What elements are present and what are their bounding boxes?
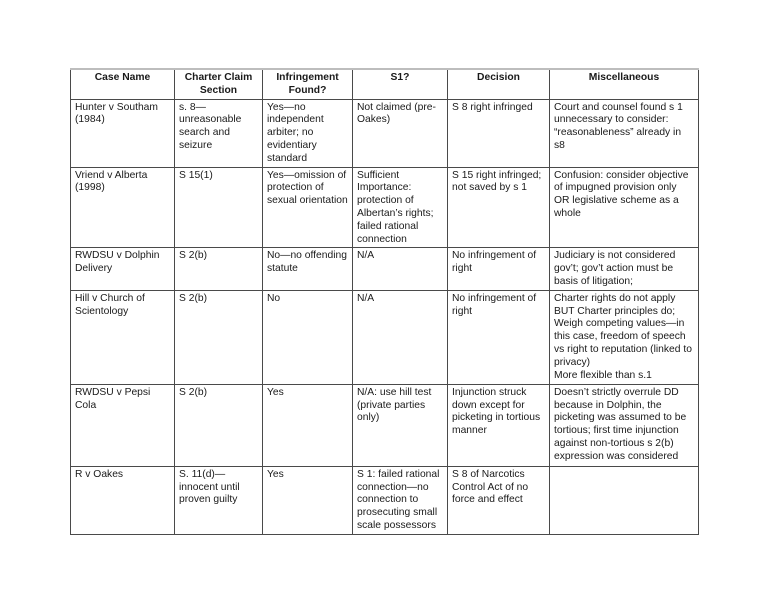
cell-s1: N/A — [353, 290, 448, 384]
cell-s1: N/A: use hill test (private parties only) — [353, 384, 448, 466]
case-summary-table — [70, 68, 699, 535]
cell-charter-claim-section: S. 11(d)—innocent until proven guilty — [175, 466, 263, 534]
cell-decision: Injunction struck down except for picketing in tortious manner — [448, 384, 550, 466]
cell-case-name: Vriend v Alberta (1998) — [71, 167, 175, 248]
cell-decision: S 8 right infringed — [448, 99, 550, 167]
table-row — [71, 167, 699, 248]
header-case-name: Case Name — [71, 69, 175, 99]
cell-infringement-found: No — [263, 290, 353, 384]
cell-charter-claim-section: S 2(b) — [175, 248, 263, 290]
header-miscellaneous: Miscellaneous — [550, 69, 699, 99]
cell-infringement-found: Yes—no independent arbiter; no evidentiary standard — [263, 99, 353, 167]
cell-charter-claim-section: S 15(1) — [175, 167, 263, 248]
header-row — [71, 69, 699, 99]
cell-charter-claim-section: s. 8—unreasonable search and seizure — [175, 99, 263, 167]
cell-decision: S 15 right infringed; not saved by s 1 — [448, 167, 550, 248]
cell-case-name: RWDSU v Pepsi Cola — [71, 384, 175, 466]
cell-case-name: RWDSU v Dolphin Delivery — [71, 248, 175, 290]
header-charter-claim-section: Charter Claim Section — [175, 69, 263, 99]
cell-s1: Sufficient Importance: protection of Albertan’s rights; failed rational connection — [353, 167, 448, 248]
cell-miscellaneous — [550, 290, 699, 384]
cell-miscellaneous: Confusion: consider objective of impugned provision only OR legislative scheme as a whole — [550, 167, 699, 248]
cell-miscellaneous: Doesn’t strictly overrule DD because in Dolphin, the picketing was assumed to be tortious; first time injunction against non-tortious s 2(b) expression was considered — [550, 384, 699, 466]
cell-s1: S 1: failed rational connection—no connection to prosecuting small scale possessors — [353, 466, 448, 534]
cell-charter-claim-section: S 2(b) — [175, 384, 263, 466]
cell-charter-claim-section: S 2(b) — [175, 290, 263, 384]
cell-decision: No infringement of right — [448, 248, 550, 290]
table-row — [71, 290, 699, 384]
table-row — [71, 384, 699, 466]
cell-decision: S 8 of Narcotics Control Act of no force and effect — [448, 466, 550, 534]
table-row — [71, 99, 699, 167]
header-decision: Decision — [448, 69, 550, 99]
cell-case-name: Hunter v Southam (1984) — [71, 99, 175, 167]
cell-miscellaneous — [550, 466, 699, 534]
cell-infringement-found: Yes—omission of protection of sexual orientation — [263, 167, 353, 248]
cell-miscellaneous: Judiciary is not considered gov’t; gov’t action must be basis of litigation; — [550, 248, 699, 290]
header-infringement-found: Infringement Found? — [263, 69, 353, 99]
table-row — [71, 248, 699, 290]
header-s1: S1? — [353, 69, 448, 99]
cell-case-name: R v Oakes — [71, 466, 175, 534]
table-row — [71, 466, 699, 534]
cell-s1: N/A — [353, 248, 448, 290]
misc-text-extra: More flexible than s.1 — [554, 369, 652, 381]
cell-infringement-found: Yes — [263, 384, 353, 466]
cell-infringement-found: Yes — [263, 466, 353, 534]
cell-miscellaneous: Court and counsel found s 1 unnecessary to consider: “reasonableness” already in s8 — [550, 99, 699, 167]
cell-case-name: Hill v Church of Scientology — [71, 290, 175, 384]
cell-s1: Not claimed (pre-Oakes) — [353, 99, 448, 167]
cell-decision: No infringement of right — [448, 290, 550, 384]
misc-text: Charter rights do not apply BUT Charter principles do; Weigh competing values—in this case, freedom of speech vs right to reputation (linked to privacy) — [554, 292, 692, 368]
cell-infringement-found: No—no offending statute — [263, 248, 353, 290]
